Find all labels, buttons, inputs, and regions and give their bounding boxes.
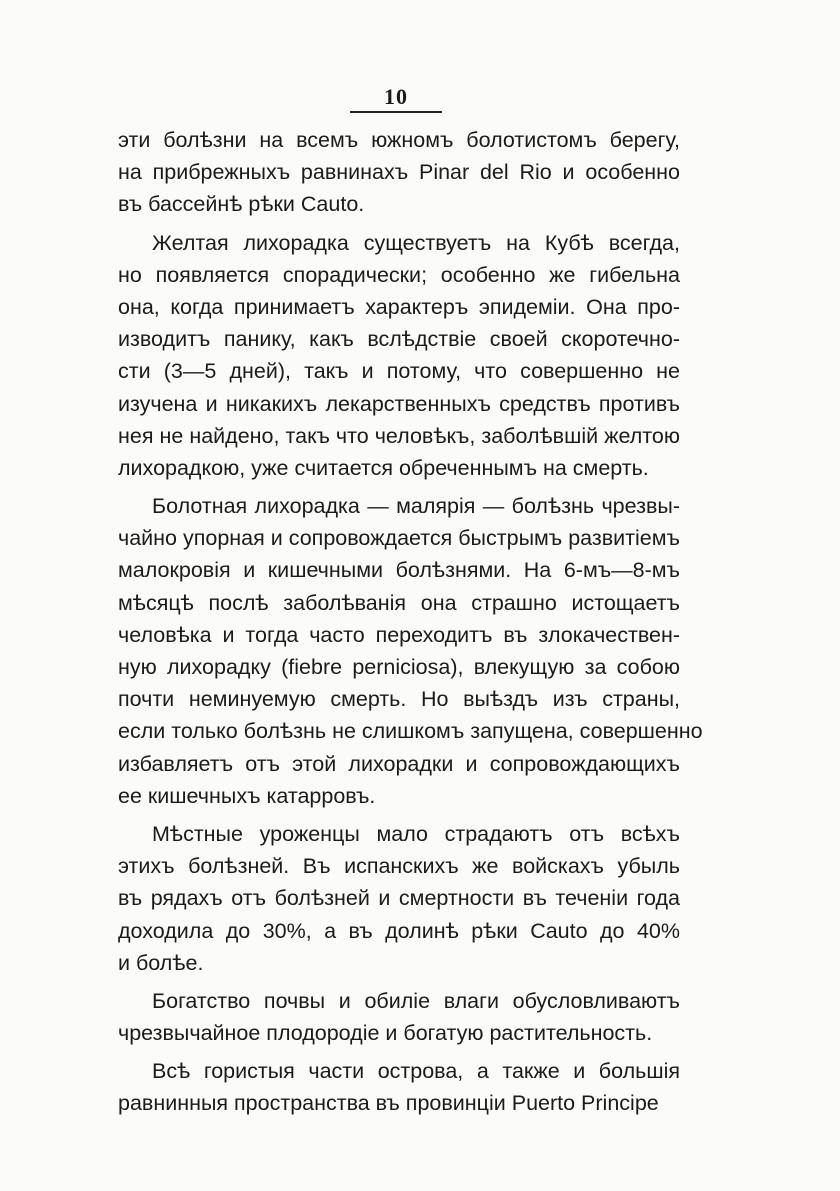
text-line: если только болѣзнь не слишкомъ запущена, совершенно <box>118 719 703 744</box>
text-line: изводитъ панику, какъ вслѣдствіе своей скоротечно- <box>118 327 680 352</box>
text-line: на прибрежныхъ равнинахъ Pinar del Rio и особенно <box>118 160 680 185</box>
text-line: этихъ болѣзней. Въ испанскихъ же войскахъ убыль <box>118 854 680 879</box>
text-line: но появляется спорадически; особенно же гибельна <box>118 262 680 287</box>
text-line: человѣка и тогда часто переходитъ въ злокачествен- <box>118 622 680 647</box>
paragraph <box>118 124 680 221</box>
paragraph <box>118 1055 680 1119</box>
text-line: мѣсяцѣ послѣ заболѣванія она страшно истощаетъ <box>118 590 680 615</box>
text-line: лихорадкою, уже считается обреченнымъ на смерть. <box>118 455 649 480</box>
text-line: Мѣстные уроженцы мало страдаютъ отъ всѣхъ <box>152 821 680 846</box>
text-line: эти болѣзни на всемъ южномъ болотистомъ берегу, <box>118 128 680 152</box>
text-line: она, когда принимаетъ характеръ эпидеміи. Она про- <box>118 294 680 319</box>
text-line: малокровія и кишечными болѣзнями. На 6-мъ—8-мъ <box>118 558 680 583</box>
text-line: доходила до 30%, а въ долинѣ рѣки Cauto до 40% <box>118 918 680 943</box>
text-line: Всѣ гористыя части острова, а также и большія <box>152 1059 680 1084</box>
text-line: ную лихорадку (fiebre perniciosa), влекущую за собою <box>118 655 680 679</box>
text-line: избавляетъ отъ этой лихорадки и сопровождающихъ <box>118 751 680 776</box>
text-line: нея не найдено, такъ что человѣкъ, заболѣвшій желтою <box>118 423 680 448</box>
paragraph <box>118 490 703 812</box>
text-line: Болотная лихорадка — малярія — болѣзнь чрезвы- <box>152 494 680 519</box>
text-line: равнинныя пространства въ провинціи Puerto Principe <box>118 1091 659 1116</box>
text-line: въ рядахъ отъ болѣзней и смертности въ теченіи года <box>118 886 680 911</box>
paragraph <box>118 985 680 1049</box>
page-number: 10 <box>384 84 408 109</box>
text-line: Желтая лихорадка существуетъ на Кубѣ всегда, <box>152 230 680 255</box>
paragraph <box>118 227 680 485</box>
paragraph <box>118 818 680 979</box>
text-line: сти (3—5 дней), такъ и потому, что совершенно не <box>118 359 680 384</box>
text-line: и болѣе. <box>118 950 204 975</box>
text-line: въ бассейнѣ рѣки Cauto. <box>118 192 365 217</box>
text-line: изучена и никакихъ лекарственныхъ средствъ противъ <box>118 391 680 416</box>
text-line: ее кишечныхъ катарровъ. <box>118 783 376 808</box>
page-number-rule <box>350 111 442 113</box>
text-line: чайно упорная и сопровождается быстрымъ развитіемъ <box>118 526 680 551</box>
text-line: почти неминуемую смерть. Но выѣздъ изъ страны, <box>118 687 680 712</box>
body-text <box>118 124 703 1120</box>
text-line: чрезвычайное плодородіе и богатую растительность. <box>118 1021 653 1046</box>
text-line: Богатство почвы и обиліе влаги обусловливаютъ <box>152 988 680 1013</box>
